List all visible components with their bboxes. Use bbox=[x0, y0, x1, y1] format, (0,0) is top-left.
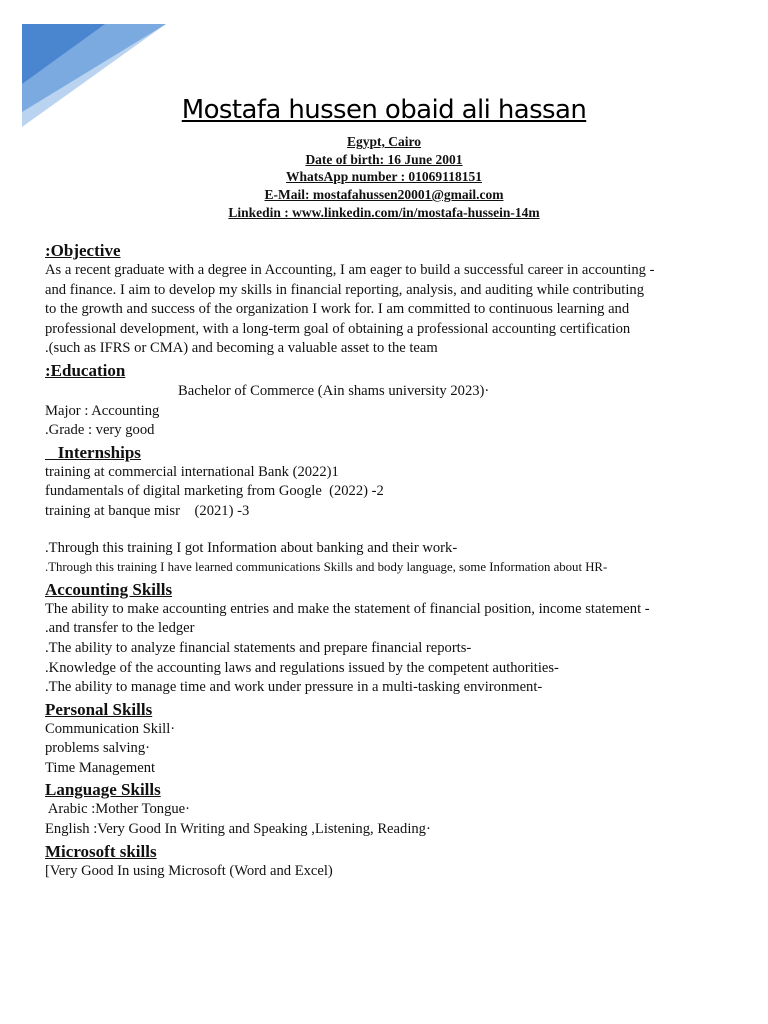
accounting-skills-heading: Accounting Skills bbox=[45, 579, 173, 599]
objective-line: .(such as IFRS or CMA) and becoming a valuable asset to the team bbox=[45, 340, 438, 357]
personal-skills-heading: Personal Skills bbox=[45, 699, 153, 719]
linkedin[interactable]: Linkedin : www.linkedin.com/in/mostafa-hussein-14m bbox=[228, 204, 540, 220]
accounting-skill-line: .Knowledge of the accounting laws and regulations issued by the competent authorities- bbox=[45, 659, 559, 676]
education-degree: Bachelor of Commerce (Ain shams university 2023)· bbox=[178, 382, 490, 399]
microsoft-skill-item: [Very Good In using Microsoft (Word and Excel) bbox=[45, 862, 333, 879]
microsoft-skills-section bbox=[45, 841, 685, 882]
resume-body bbox=[45, 239, 685, 881]
accounting-skill-line: .The ability to analyze financial statements and prepare financial reports- bbox=[45, 639, 472, 656]
objective-section bbox=[45, 240, 685, 359]
spacer bbox=[45, 522, 685, 539]
accounting-skill-line: The ability to make accounting entries and make the statement of financial position, income statement - bbox=[45, 600, 650, 617]
education-grade: .Grade : very good bbox=[45, 422, 155, 439]
internship-item: training at commercial international Bank (2022)1 bbox=[45, 463, 339, 480]
language-skill-item: Arabic :Mother Tongue· bbox=[45, 801, 191, 818]
internship-note: .Through this training I have learned communications Skills and body language, some Information about HR- bbox=[45, 560, 608, 575]
date-of-birth: Date of birth: 16 June 2001 bbox=[305, 151, 463, 167]
language-skills-heading: Language Skills bbox=[45, 780, 161, 800]
personal-skill-item: Communication Skill· bbox=[45, 720, 176, 737]
contact-block bbox=[0, 133, 768, 222]
internship-item: training at banque misr (2021) -3 bbox=[45, 502, 250, 519]
personal-skill-item: Time Management bbox=[45, 759, 156, 776]
objective-line: to the growth and success of the organization I work for. I am committed to continuous learning and bbox=[45, 301, 630, 318]
language-skill-item: English :Very Good In Writing and Speaking ,Listening, Reading· bbox=[45, 821, 431, 838]
internship-item: fundamentals of digital marketing from Google (2022) -2 bbox=[45, 483, 384, 500]
internship-note: .Through this training I got Information about banking and their work- bbox=[45, 539, 458, 556]
accounting-skill-line: .The ability to manage time and work under pressure in a multi-tasking environment- bbox=[45, 679, 543, 696]
internships-section bbox=[45, 442, 685, 578]
education-section bbox=[45, 360, 685, 441]
internships-heading: Internships bbox=[45, 442, 141, 462]
objective-heading: :Objective bbox=[45, 241, 121, 260]
personal-skill-item: problems salving· bbox=[45, 740, 150, 757]
accounting-skills-section bbox=[45, 579, 685, 698]
location: Egypt, Cairo bbox=[346, 134, 421, 149]
accounting-skill-line: .and transfer to the ledger bbox=[45, 620, 195, 637]
education-major: Major : Accounting bbox=[45, 402, 160, 419]
personal-skills-section bbox=[45, 699, 685, 779]
email[interactable]: E-Mail: mostafahussen20001@gmail.com bbox=[264, 187, 504, 203]
microsoft-skills-heading: Microsoft skills bbox=[45, 841, 157, 861]
education-heading: :Education bbox=[45, 360, 126, 380]
resume-name: Mostafa hussen obaid ali hassan bbox=[181, 95, 587, 125]
objective-line: As a recent graduate with a degree in Accounting, I am eager to build a successful career in accounting - bbox=[45, 262, 655, 278]
objective-line: professional development, with a long-term goal of obtaining a professional accounting certification bbox=[45, 320, 631, 337]
whatsapp-number: WhatsApp number : 01069118151 bbox=[286, 169, 482, 185]
language-skills-section bbox=[45, 779, 685, 839]
objective-line: and finance. I aim to develop my skills in financial reporting, analysis, and auditing while contributing bbox=[45, 281, 645, 298]
